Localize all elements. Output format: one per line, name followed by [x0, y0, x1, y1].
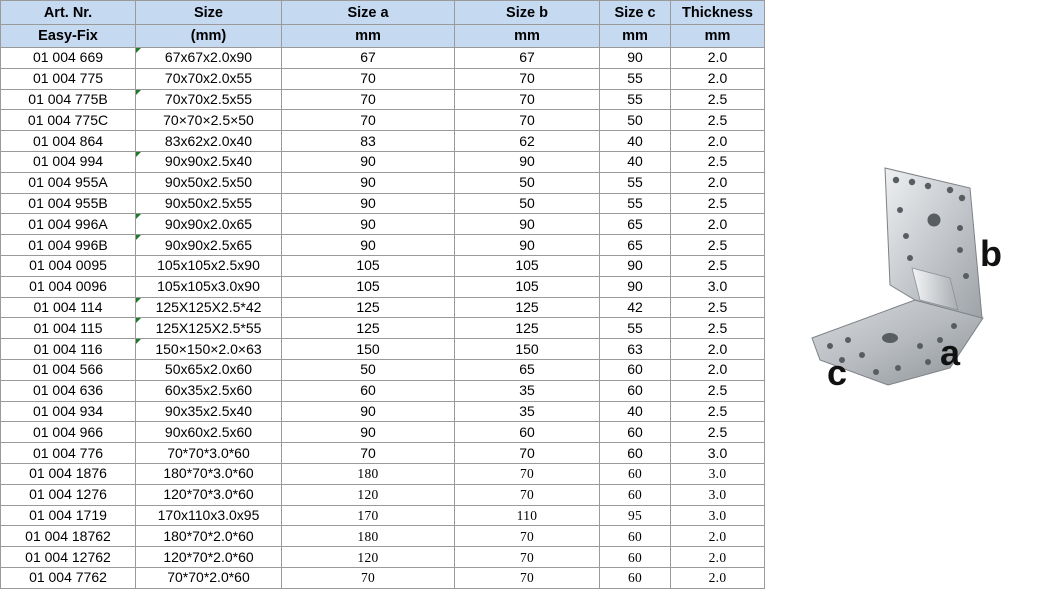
cell-size-c: 55 [600, 193, 671, 214]
cell-size-a: 180 [282, 526, 455, 547]
cell-size-c: 40 [600, 151, 671, 172]
cell-art-nr: 01 004 955B [1, 193, 136, 214]
cell-art-nr: 01 004 636 [1, 380, 136, 401]
cell-art-nr: 01 004 115 [1, 318, 136, 339]
cell-thickness: 3.0 [671, 463, 765, 484]
cell-thickness: 2.0 [671, 526, 765, 547]
cell-size-c: 60 [600, 380, 671, 401]
cell-size-c: 60 [600, 484, 671, 505]
cell-thickness: 3.0 [671, 484, 765, 505]
cell-thickness: 3.0 [671, 276, 765, 297]
cell-size: 67x67x2.0x90 [136, 48, 282, 69]
table-row [1, 193, 765, 214]
table-row [1, 255, 765, 276]
cell-size: 60x35x2.5x60 [136, 380, 282, 401]
cell-size-c: 60 [600, 526, 671, 547]
cell-art-nr: 01 004 996B [1, 235, 136, 256]
cell-size-b: 125 [455, 318, 600, 339]
cell-art-nr: 01 004 566 [1, 359, 136, 380]
table-row [1, 567, 765, 588]
cell-thickness: 3.0 [671, 505, 765, 526]
table-row [1, 214, 765, 235]
header-size-b-unit: mm [455, 25, 600, 48]
cell-size: 150×150×2.0×63 [136, 339, 282, 360]
table-row [1, 297, 765, 318]
cell-size-a: 90 [282, 193, 455, 214]
cell-art-nr: 01 004 0095 [1, 255, 136, 276]
cell-size: 105x105x3.0x90 [136, 276, 282, 297]
cell-size-b: 35 [455, 401, 600, 422]
cell-size-b: 35 [455, 380, 600, 401]
cell-size-b: 50 [455, 172, 600, 193]
cell-size-a: 83 [282, 131, 455, 152]
cell-art-nr: 01 004 775B [1, 89, 136, 110]
cell-size: 90x60x2.5x60 [136, 422, 282, 443]
cell-size-b: 90 [455, 214, 600, 235]
cell-thickness: 2.0 [671, 214, 765, 235]
cell-size-b: 70 [455, 443, 600, 464]
table-row [1, 526, 765, 547]
cell-size: 180*70*3.0*60 [136, 463, 282, 484]
cell-size-a: 90 [282, 422, 455, 443]
table-row [1, 463, 765, 484]
cell-size-a: 125 [282, 318, 455, 339]
cell-size-c: 55 [600, 68, 671, 89]
cell-size-a: 70 [282, 89, 455, 110]
cell-size-a: 67 [282, 48, 455, 69]
table-row [1, 131, 765, 152]
cell-size-a: 70 [282, 110, 455, 131]
cell-size: 70x70x2.5x55 [136, 89, 282, 110]
header-thickness-unit: mm [671, 25, 765, 48]
cell-size-b: 110 [455, 505, 600, 526]
cell-size-a: 70 [282, 68, 455, 89]
cell-thickness: 2.0 [671, 131, 765, 152]
cell-thickness: 2.5 [671, 193, 765, 214]
cell-size-a: 90 [282, 151, 455, 172]
cell-art-nr: 01 004 18762 [1, 526, 136, 547]
cell-size-a: 170 [282, 505, 455, 526]
cell-size-c: 60 [600, 547, 671, 568]
cell-thickness: 2.0 [671, 339, 765, 360]
table-row [1, 110, 765, 131]
cell-size-b: 105 [455, 276, 600, 297]
cell-size-c: 42 [600, 297, 671, 318]
header-row-primary [1, 1, 765, 25]
cell-size-b: 70 [455, 110, 600, 131]
cell-size-b: 70 [455, 89, 600, 110]
cell-size: 170x110x3.0x95 [136, 505, 282, 526]
table-row [1, 401, 765, 422]
table-row [1, 359, 765, 380]
header-size-unit: (mm) [136, 25, 282, 48]
header-size-c-unit: mm [600, 25, 671, 48]
header-size: Size [136, 1, 282, 25]
cell-size: 70*70*2.0*60 [136, 567, 282, 588]
cell-size-c: 95 [600, 505, 671, 526]
cell-size-a: 50 [282, 359, 455, 380]
cell-size-c: 90 [600, 276, 671, 297]
cell-thickness: 2.0 [671, 68, 765, 89]
cell-size-b: 90 [455, 151, 600, 172]
cell-size-c: 60 [600, 567, 671, 588]
cell-art-nr: 01 004 12762 [1, 547, 136, 568]
cell-thickness: 2.0 [671, 567, 765, 588]
dimension-label-b: b [980, 233, 1002, 274]
cell-art-nr: 01 004 0096 [1, 276, 136, 297]
cell-size-b: 70 [455, 463, 600, 484]
cell-size-b: 62 [455, 131, 600, 152]
cell-size-c: 40 [600, 401, 671, 422]
dimension-label-c: c [827, 352, 848, 393]
cell-size-b: 125 [455, 297, 600, 318]
header-row-units [1, 25, 765, 48]
header-size-a: Size a [282, 1, 455, 25]
cell-size: 90x90x2.0x65 [136, 214, 282, 235]
cell-art-nr: 01 004 955A [1, 172, 136, 193]
cell-size: 90x35x2.5x40 [136, 401, 282, 422]
cell-size-a: 60 [282, 380, 455, 401]
cell-thickness: 2.5 [671, 151, 765, 172]
dimension-label-a: a [940, 332, 961, 373]
cell-size-a: 70 [282, 443, 455, 464]
table-row [1, 68, 765, 89]
header-thickness: Thickness [671, 1, 765, 25]
cell-size-a: 105 [282, 276, 455, 297]
cell-size: 120*70*2.0*60 [136, 547, 282, 568]
cell-size-c: 55 [600, 172, 671, 193]
table-row [1, 276, 765, 297]
table-row [1, 422, 765, 443]
table-row [1, 151, 765, 172]
cell-thickness: 2.0 [671, 547, 765, 568]
cell-size-c: 90 [600, 255, 671, 276]
cell-art-nr: 01 004 1876 [1, 463, 136, 484]
cell-thickness: 2.0 [671, 172, 765, 193]
cell-size-b: 50 [455, 193, 600, 214]
table-row [1, 89, 765, 110]
cell-size: 125X125X2.5*42 [136, 297, 282, 318]
cell-size: 90x50x2.5x50 [136, 172, 282, 193]
cell-size: 90x50x2.5x55 [136, 193, 282, 214]
cell-size-c: 65 [600, 214, 671, 235]
cell-size: 50x65x2.0x60 [136, 359, 282, 380]
table-row [1, 443, 765, 464]
cell-art-nr: 01 004 864 [1, 131, 136, 152]
cell-size-a: 150 [282, 339, 455, 360]
cell-size-c: 90 [600, 48, 671, 69]
cell-art-nr: 01 004 966 [1, 422, 136, 443]
header-size-c: Size c [600, 1, 671, 25]
cell-size-c: 55 [600, 89, 671, 110]
cell-size-b: 70 [455, 567, 600, 588]
cell-thickness: 2.5 [671, 380, 765, 401]
cell-thickness: 2.5 [671, 422, 765, 443]
table-row [1, 380, 765, 401]
table-row [1, 547, 765, 568]
cell-size-b: 70 [455, 526, 600, 547]
header-size-a-unit: mm [282, 25, 455, 48]
cell-size-a: 90 [282, 401, 455, 422]
cell-thickness: 2.0 [671, 48, 765, 69]
cell-size-c: 63 [600, 339, 671, 360]
cell-size-b: 90 [455, 235, 600, 256]
cell-art-nr: 01 004 934 [1, 401, 136, 422]
cell-art-nr: 01 004 775C [1, 110, 136, 131]
table-row [1, 505, 765, 526]
cell-size-c: 55 [600, 318, 671, 339]
table-row [1, 339, 765, 360]
cell-art-nr: 01 004 775 [1, 68, 136, 89]
cell-size-b: 70 [455, 547, 600, 568]
cell-thickness: 2.5 [671, 255, 765, 276]
cell-thickness: 2.5 [671, 401, 765, 422]
cell-size: 83x62x2.0x40 [136, 131, 282, 152]
cell-size: 70x70x2.0x55 [136, 68, 282, 89]
cell-size-a: 90 [282, 214, 455, 235]
cell-art-nr: 01 004 1276 [1, 484, 136, 505]
cell-size-a: 90 [282, 235, 455, 256]
cell-size-b: 65 [455, 359, 600, 380]
table-row [1, 484, 765, 505]
cell-thickness: 3.0 [671, 443, 765, 464]
cell-size-c: 60 [600, 463, 671, 484]
cell-size-b: 60 [455, 422, 600, 443]
table-body [1, 48, 765, 589]
header-art-nr: Art. Nr. [1, 1, 136, 25]
cell-size-c: 65 [600, 235, 671, 256]
cell-art-nr: 01 004 7762 [1, 567, 136, 588]
table-row [1, 318, 765, 339]
cell-size-a: 125 [282, 297, 455, 318]
cell-size-a: 70 [282, 567, 455, 588]
cell-size: 180*70*2.0*60 [136, 526, 282, 547]
cell-size-c: 60 [600, 359, 671, 380]
cell-thickness: 2.5 [671, 89, 765, 110]
cell-art-nr: 01 004 1719 [1, 505, 136, 526]
cell-size-b: 67 [455, 48, 600, 69]
table-row [1, 48, 765, 69]
cell-size-b: 70 [455, 484, 600, 505]
cell-art-nr: 01 004 776 [1, 443, 136, 464]
cell-size: 120*70*3.0*60 [136, 484, 282, 505]
cell-size-c: 50 [600, 110, 671, 131]
cell-art-nr: 01 004 669 [1, 48, 136, 69]
header-size-b: Size b [455, 1, 600, 25]
cell-size: 105x105x2.5x90 [136, 255, 282, 276]
cell-size-a: 120 [282, 547, 455, 568]
cell-size-a: 90 [282, 172, 455, 193]
cell-size-b: 70 [455, 68, 600, 89]
cell-thickness: 2.5 [671, 297, 765, 318]
cell-thickness: 2.5 [671, 318, 765, 339]
cell-size: 70*70*3.0*60 [136, 443, 282, 464]
cell-thickness: 2.5 [671, 110, 765, 131]
cell-thickness: 2.0 [671, 359, 765, 380]
cell-size-a: 120 [282, 484, 455, 505]
cell-art-nr: 01 004 996A [1, 214, 136, 235]
table-row [1, 172, 765, 193]
cell-art-nr: 01 004 116 [1, 339, 136, 360]
cell-size-c: 60 [600, 422, 671, 443]
table-row [1, 235, 765, 256]
cell-size-b: 105 [455, 255, 600, 276]
cell-size: 70×70×2.5×50 [136, 110, 282, 131]
cell-size-a: 180 [282, 463, 455, 484]
header-easy-fix: Easy-Fix [1, 25, 136, 48]
cell-size-c: 40 [600, 131, 671, 152]
cell-thickness: 2.5 [671, 235, 765, 256]
cell-art-nr: 01 004 114 [1, 297, 136, 318]
cell-size-a: 105 [282, 255, 455, 276]
cell-size: 125X125X2.5*55 [136, 318, 282, 339]
cell-size-c: 60 [600, 443, 671, 464]
cell-size-b: 150 [455, 339, 600, 360]
cell-size: 90x90x2.5x40 [136, 151, 282, 172]
cell-size: 90x90x2.5x65 [136, 235, 282, 256]
cell-art-nr: 01 004 994 [1, 151, 136, 172]
